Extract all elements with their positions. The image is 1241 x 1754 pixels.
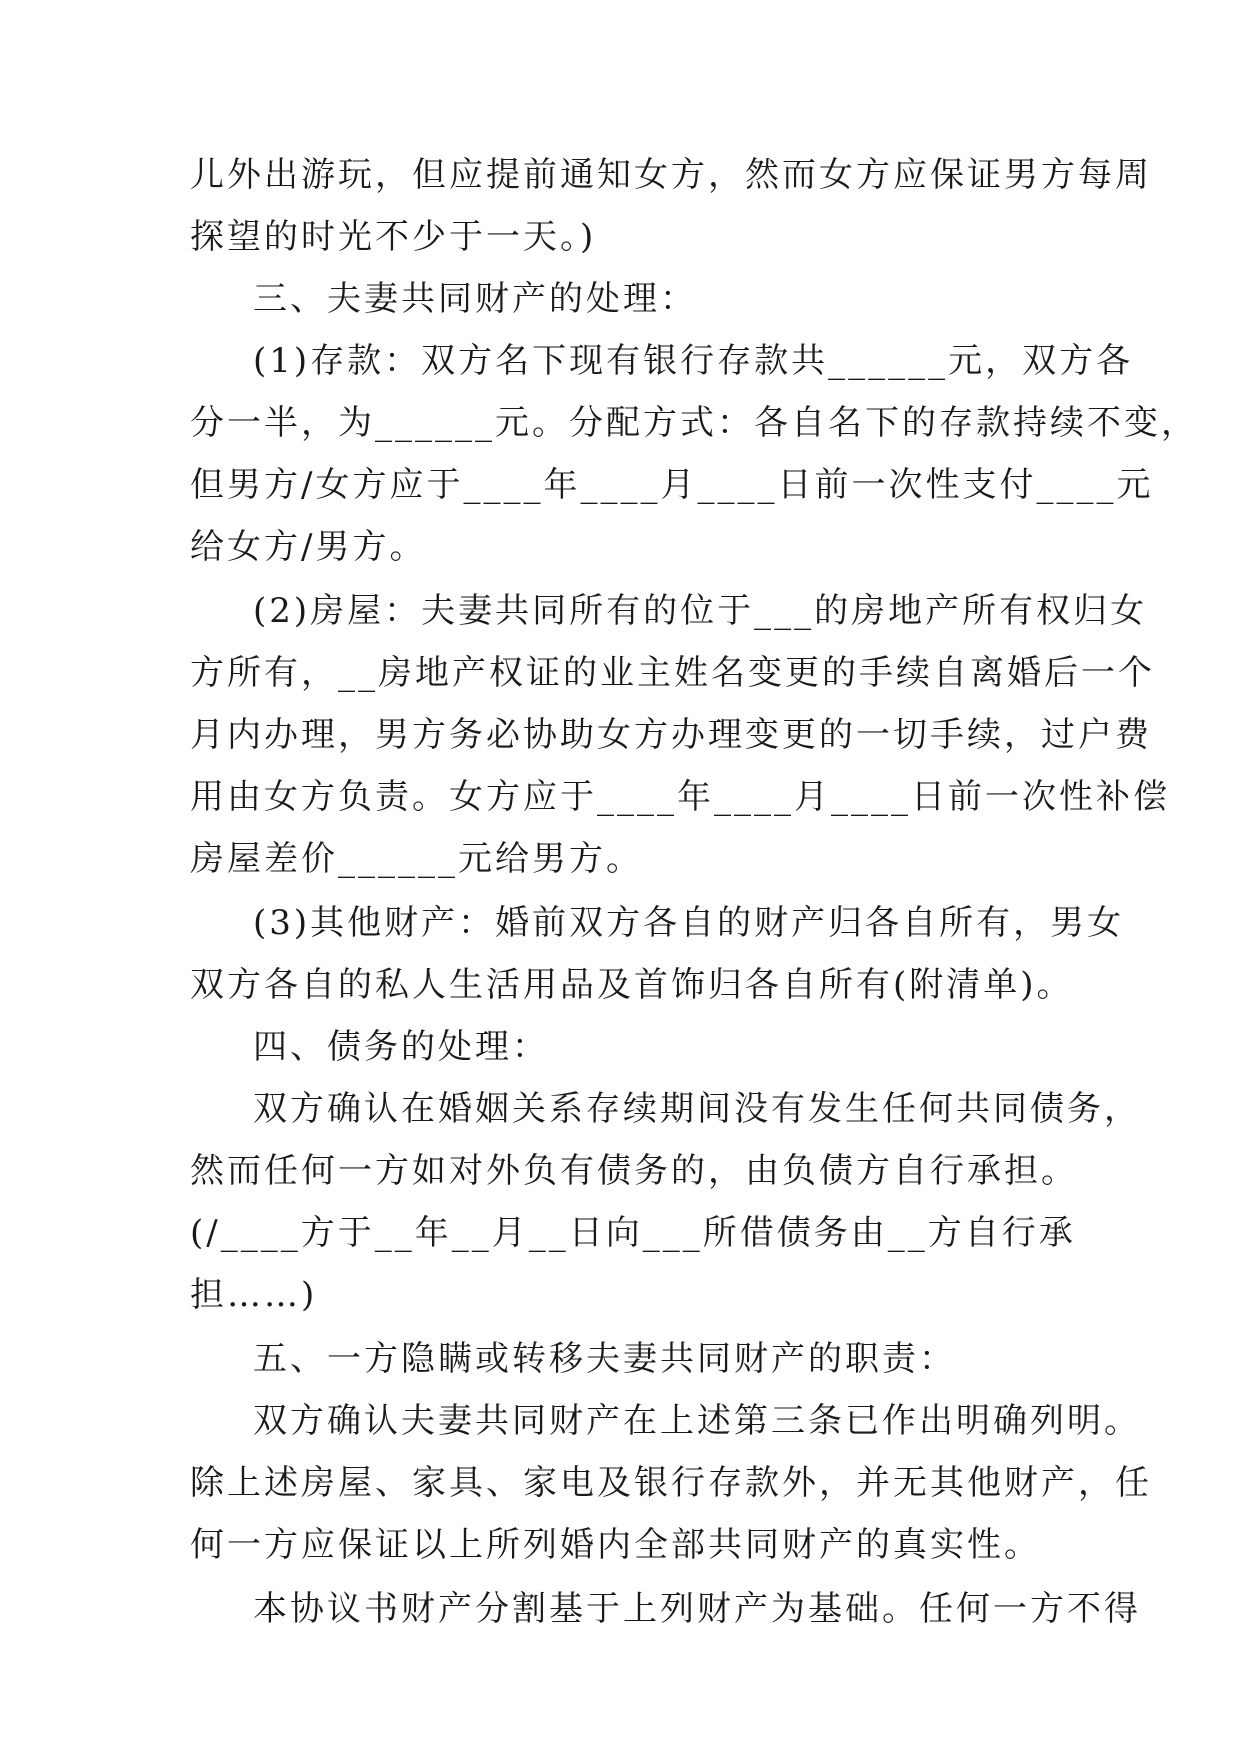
text-line: 双方确认在婚姻关系存续期间没有发生任何共同债务， <box>253 1089 1141 1129</box>
text-line: 除上述房屋、家具、家电及银行存款外，并无其他财产，任 <box>190 1463 1152 1503</box>
text-line: 用由女方负责。女方应于____年____月____日前一次性补偿 <box>190 777 1170 817</box>
text-line: (1)存款：双方名下现有银行存款共______元，双方各 <box>253 341 1134 381</box>
text-line: 月内办理，男方务必协助女方办理变更的一切手续，过户费 <box>190 715 1152 755</box>
text-line: 本协议书财产分割基于上列财产为基础。任何一方不得 <box>253 1589 1141 1629</box>
text-line: 但男方/女方应于____年____月____日前一次性支付____元 <box>190 465 1154 505</box>
text-line: 双方各自的私人生活用品及首饰归各自所有(附清单)。 <box>190 965 1074 1005</box>
text-line: 方所有，__房地产权证的业主姓名变更的手续自离婚后一个 <box>190 653 1155 693</box>
section-heading: 四、债务的处理： <box>253 1027 549 1067</box>
text-line: (3)其他财产：婚前双方各自的财产归各自所有，男女 <box>253 903 1125 943</box>
text-line: 儿外出游玩，但应提前通知女方，然而女方应保证男方每周 <box>190 155 1152 195</box>
section-heading: 三、夫妻共同财产的处理： <box>253 279 697 319</box>
text-line: 何一方应保证以上所列婚内全部共同财产的真实性。 <box>190 1525 1041 1565</box>
text-line: (/____方于__年__月__日向___所借债务由__方自行承 <box>190 1213 1076 1253</box>
text-line: 分一半，为______元。分配方式：各自名下的存款持续不变， <box>190 403 1198 443</box>
text-line: 房屋差价______元给男方。 <box>190 839 643 879</box>
text-line: 担……) <box>190 1275 318 1315</box>
section-heading: 五、一方隐瞒或转移夫妻共同财产的职责： <box>253 1339 956 1379</box>
text-line: (2)房屋：夫妻共同所有的位于___的房地产所有权归女 <box>253 591 1148 631</box>
text-line: 探望的时光不少于一天。) <box>190 217 597 257</box>
text-line: 然而任何一方如对外负有债务的，由负债方自行承担。 <box>190 1151 1078 1191</box>
text-line: 双方确认夫妻共同财产在上述第三条已作出明确列明。 <box>253 1401 1141 1441</box>
text-line: 给女方/男方。 <box>190 527 427 567</box>
